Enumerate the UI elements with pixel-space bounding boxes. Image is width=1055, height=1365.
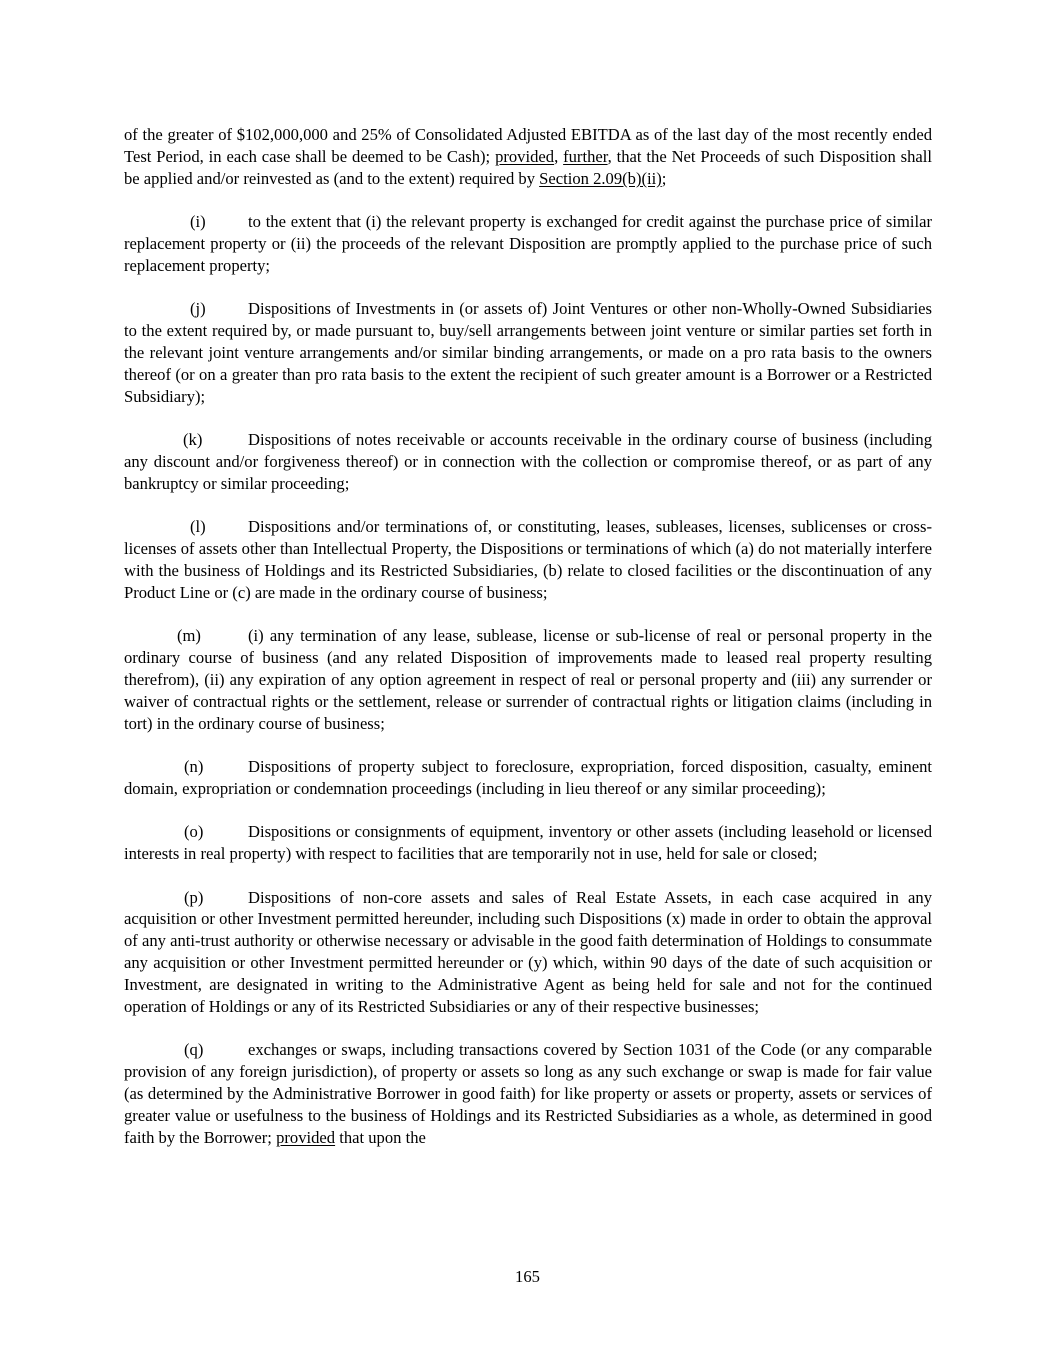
clause-marker: (n) [184,756,204,776]
document-page [124,124,932,1170]
clause-text: Dispositions of notes receivable or accounts receivable in the ordinary course of business (including any discount and/or forgiveness thereof) or in connection with the collection or compromise thereof, or as part of any bankruptcy or similar proceeding; [124,430,932,493]
clause-n [124,756,932,800]
underlined-term-provided: provided [276,1127,336,1147]
clause-k [124,429,932,495]
clause-text: Dispositions and/or terminations of, or constituting, leases, subleases, licenses, sublicenses or cross-licenses of assets other than Intellectual Property, the Dispositions or terminations of which (a) do not materially interfere with the business of Holdings and its Restricted Subsidiaries, (b) relate to closed facilities or the discontinuation of any Product Line or (c) are made in the ordinary course of business; [124,517,932,602]
clause-text: exchanges or swaps, including transactions covered by Section 1031 of the Code (or any comparable provision of any foreign jurisdiction), of property or assets so long as any such exchange or swap is made for fair value (as determined by the Administrative Borrower in good faith) for like property or assets or property, assets or services of greater value or usefulness to the business of Holdings and its Restricted Subsidiaries as a whole, as determined in good faith by the Borrower; [124,1040,932,1147]
page-number: 165 [515,1267,540,1286]
clause-i [124,211,932,277]
section-reference: Section 2.09(b)(ii) [539,168,662,188]
clause-text: Dispositions or consignments of equipment, inventory or other assets (including leasehold or licensed interests in real property) with respect to facilities that are temporarily not in use, held for sale or closed; [124,822,932,864]
clause-text: that upon the [335,1127,426,1147]
clause-m [124,625,932,734]
clause-text: Dispositions of non-core assets and sales of Real Estate Assets, in each case acquired in any acquisition or other Investment permitted hereunder, including such Dispositions (x) made in order to obtain the approval of any anti-trust authority or otherwise necessary or advisable in the good faith determination of Holdings to consummate any acquisition or other Investment permitted hereunder or (y) which, within 90 days of the date of such acquisition or Investment, are designated in writing to the Administrative Agent as being held for sale and not for the continued operation of Holdings or any of its Restricted Subsidiaries or any of their respective businesses; [124,887,932,1016]
clause-text: Dispositions of property subject to foreclosure, expropriation, forced disposition, casualty, eminent domain, expropriation or condemnation proceedings (including in lieu thereof or any similar proceeding); [124,756,932,798]
underlined-term-provided: provided [495,146,555,166]
clause-l [124,516,932,603]
clause-marker: (i) [190,212,206,232]
clause-marker: (l) [190,517,206,537]
clause-marker: (m) [177,626,201,646]
clause-text: Dispositions of Investments in (or assets of) Joint Ventures or other non-Wholly-Owned Subsidiaries to the extent required by, or made pursuant to, buy/sell arrangements between joint venture or similar parties set forth in the relevant joint venture arrangements and/or similar binding arrangements, or made on a pro rata basis to the owners thereof (or on a greater than pro rata basis to the extent the recipient of such greater amount is a Borrower or a Restricted Subsidiary); [124,299,932,406]
clause-p [124,887,932,1018]
text-run: , that the Net Proceeds of such Disposition shall be applied and/or reinvested as (and to the extent) required by [124,146,933,188]
underlined-term-further: further [563,146,608,166]
text-run: , [554,146,564,166]
clause-o [124,821,932,865]
clause-marker: (p) [184,887,204,907]
clause-text: (i) any termination of any lease, sublease, license or sub-license of real or personal property in the ordinary course of business (and any related Disposition of improvements made to leased real property resulting therefrom), (ii) any expiration of any option agreement in respect of real or personal property and (iii) any surrender or waiver of contractual rights or the settlement, release or surrender of contractual rights or litigation claims (including in tort) in the ordinary course of business; [124,626,932,733]
clause-marker: (o) [184,822,204,842]
clause-j [124,298,932,407]
text-run: ; [661,168,667,188]
clause-marker: (k) [183,430,203,450]
clause-marker: (q) [184,1040,204,1060]
text-run: of the greater of $102,000,000 and 25% of Consolidated Adjusted EBITDA as of the last day of the most recently ended Test Period, in each case shall be deemed to be Cash); [124,125,932,166]
clause-q [124,1039,932,1148]
clause-text: to the extent that (i) the relevant property is exchanged for credit against the purchase price of similar replacement property or (ii) the proceeds of the relevant Disposition are promptly applied to the purchase price of such replacement property; [124,212,932,275]
clause-marker: (j) [190,299,206,319]
paragraph-h-continuation [124,124,932,190]
